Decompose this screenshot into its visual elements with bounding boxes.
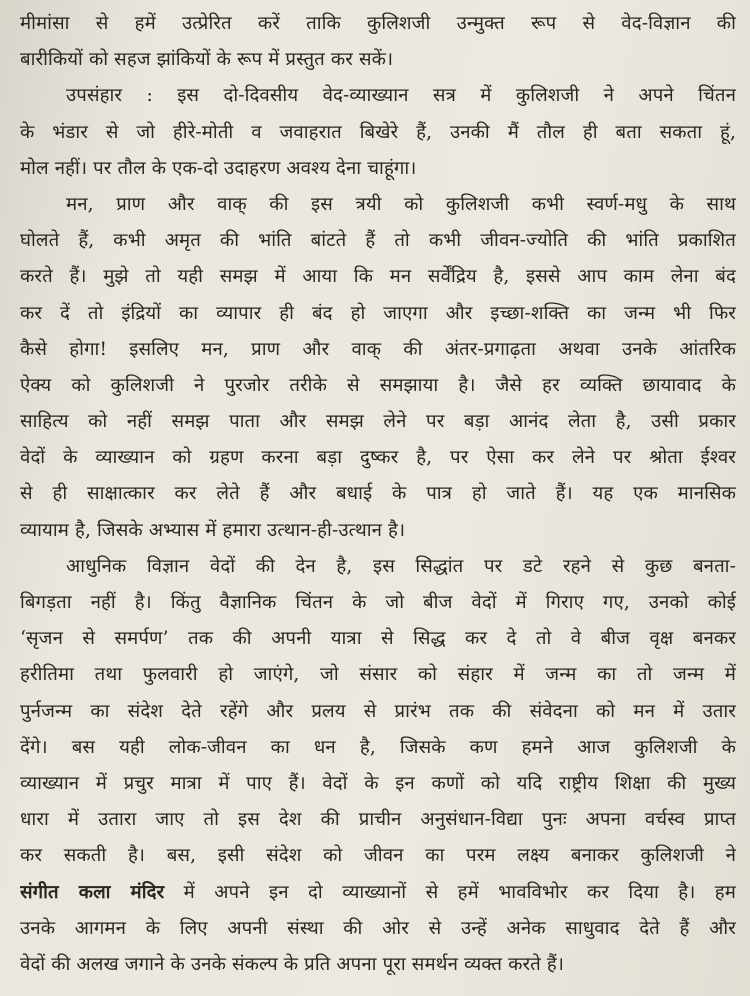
institution-name-bold: संगीत कला मंदिर	[20, 881, 165, 903]
paragraph-start-line: आधुनिक विज्ञान वेदों की देन है, इस सिद्धांत पर डटे रहने से कुछ बनता-	[66, 555, 736, 577]
text-line: से ही साक्षात्कार कर लेते हैं और बधाई के पात्र हो जाते हैं। यह एक मानसिक	[20, 483, 736, 505]
text-line: हरीतिमा तथा फुलवारी हो जाएंगे, जो संसार को संहार में जन्म का तो जन्म में	[20, 664, 736, 686]
text-line: व्याख्यान में प्रचुर मात्रा में पाए हैं। वेदों के इन कणों को यदि राष्ट्रीय शिक्षा की मुख्य	[20, 772, 736, 794]
text-line: कैसे होगा! इसलिए मन, प्राण और वाक् की अंतर-प्रगाढ़ता अथवा उनके आंतरिक	[20, 338, 736, 360]
text-line: के भंडार से जो हीरे-मोती व जवाहरात बिखेरे हैं, उनकी मैं तौल ही बता सकता हूं,	[20, 121, 736, 143]
text-line: मीमांसा से हमें उत्प्रेरित करें ताकि कुलिशजी उन्मुक्त रूप से वेद-विज्ञान की	[20, 13, 736, 34]
text-line: वेदों के व्याख्यान को ग्रहण करना बड़ा दुष्कर है, पर ऐसा कर लेने पर श्रोता ईश्वर	[20, 447, 736, 469]
text-line: घोलते हैं, कभी अमृत की भांति बांटते हैं तो कभी जीवन-ज्योति की भांति प्रकाशित	[20, 230, 736, 252]
text-line: मोल नहीं। पर तौल के एक-दो उदाहरण अवश्य देना चाहूंगा।	[20, 157, 417, 179]
text-line: साहित्य को नहीं समझ पाता और समझ लेने पर बड़ा आनंद लेता है, उसी प्रकार	[20, 411, 736, 433]
text-line-with-bold	[20, 875, 736, 911]
text-line: करते हैं। मुझे तो यही समझ में आया कि मन सर्वेंद्रिय है, इससे आप काम लेना बंद	[20, 266, 736, 288]
paragraph-start-line: उपसंहार : इस दो-दिवसीय वेद-व्याख्यान सत्र में कुलिशजी ने अपने चिंतन	[66, 85, 736, 107]
text-line: कर सकती है। बस, इसी संदेश को जीवन का परम लक्ष्य बनाकर कुलिशजी ने	[20, 845, 736, 867]
text-line: कर दें तो इंद्रियों का व्यापार ही बंद हो जाएगा और इच्छा-शक्ति का जन्म भी फिर	[20, 302, 736, 324]
text-line: बिगड़ता नहीं है। किंतु वैज्ञानिक चिंतन के जो बीज वेदों में गिराए गए, उनको कोई	[20, 592, 736, 613]
text-line: पुर्नजन्म का संदेश देते रहेंगे और प्रलय से प्रारंभ तक की संवेदना को मन में उतार	[20, 700, 736, 722]
text-line: बारीकियों को सहज झांकियों के रूप में प्रस्तुत कर सकें।	[20, 49, 394, 71]
text-line: वेदों की अलख जगाने के उनके संकल्प के प्रति अपना पूरा समर्थन व्यक्त करते हैं।	[20, 953, 565, 975]
text-line: धारा में उतारा जाए तो इस देश की प्राचीन अनुसंधान-विद्या पुनः अपना वर्चस्व प्राप्त	[20, 809, 736, 831]
text-line: देंगे। बस यही लोक-जीवन का धन है, जिसके कण हमने आज कुलिशजी के	[20, 736, 736, 758]
paragraph-start-line: मन, प्राण और वाक् की इस त्रयी को कुलिशजी कभी स्वर्ण-मधु के साथ	[66, 193, 736, 215]
text-line: उनके आगमन के लिए अपनी संस्था की ओर से उन्हें अनेक साधुवाद देते हैं और	[20, 917, 736, 939]
text-line: ऐक्य को कुलिशजी ने पुरजोर तरीके से समझाया है। जैसे हर व्यक्ति छायावाद के	[20, 374, 736, 396]
text-line: व्यायाम है, जिसके अभ्यास में हमारा उत्थान-ही-उत्थान है।	[20, 519, 406, 541]
text-line: ‘सृजन से समर्पण’ तक की अपनी यात्रा से सिद्ध कर दे तो वे बीज वृक्ष बनकर	[20, 628, 736, 650]
text-line-rest: में अपने इन दो व्याख्यानों से हमें भावविभोर कर दिया है। हम	[164, 881, 736, 903]
